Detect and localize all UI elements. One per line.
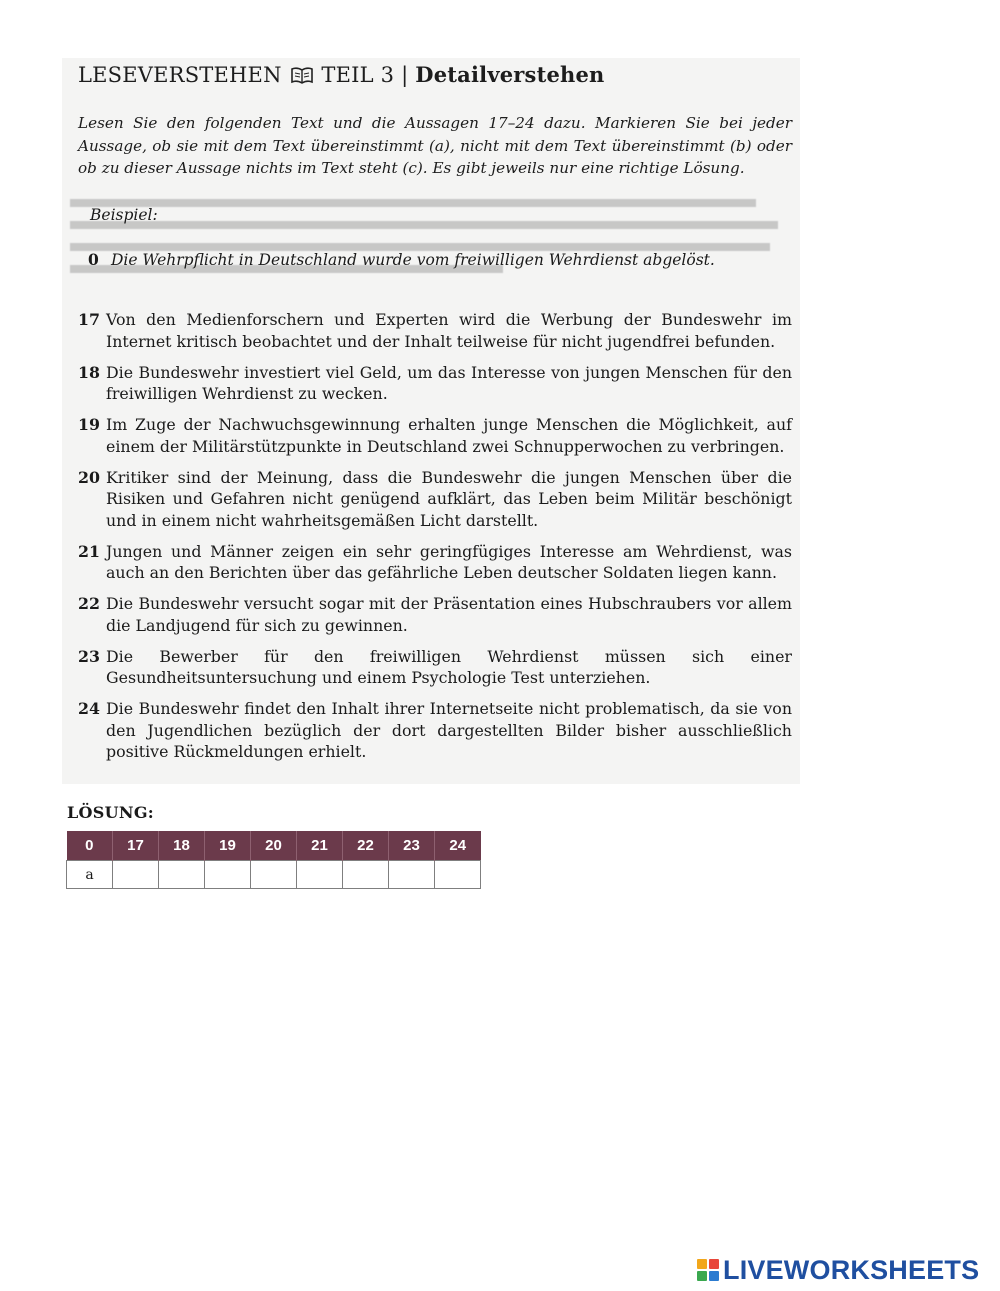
answer-cell-18[interactable] [159, 861, 205, 889]
statement-text: Kritiker sind der Meinung, dass die Bundeswehr die jungen Menschen über die Risiken und Gefahren nicht genügend aufklärt, das Leben beim Militär beschönigt und in einem nicht wahrheitsgemäßen Licht darstellt. [106, 467, 792, 530]
solution-answer-row [67, 861, 481, 889]
statement-number: 18 [78, 362, 100, 382]
answer-cell-example: a [67, 861, 113, 889]
book-icon [291, 65, 313, 89]
column-header: 18 [159, 831, 205, 861]
answer-cell-20[interactable] [251, 861, 297, 889]
statement-item [78, 309, 792, 352]
column-header: 20 [251, 831, 297, 861]
example-number: 0 [88, 250, 99, 269]
column-header: 17 [113, 831, 159, 861]
logo-block [697, 1271, 707, 1281]
answer-cell-19[interactable] [205, 861, 251, 889]
statement-number: 21 [78, 541, 100, 561]
logo-blocks-icon [697, 1259, 719, 1281]
page-title [78, 62, 605, 89]
column-header: 24 [435, 831, 481, 861]
liveworksheets-logo [697, 1254, 979, 1286]
column-header: 0 [67, 831, 113, 861]
answer-cell-21[interactable] [297, 861, 343, 889]
instructions: Lesen Sie den folgenden Text und die Aussagen 17–24 dazu. Markieren Sie bei jeder Aussage, ob sie mit dem Text übereinstimmt (a), nicht mit dem Text übereinstimmt (b) oder ob zu dieser Aussage nichts im Text steht (c). Es gibt jeweils nur eine richtige Lösung. [78, 114, 792, 177]
column-header: 23 [389, 831, 435, 861]
solution-header-row [67, 831, 481, 861]
statement-number: 17 [78, 310, 100, 329]
example-label: Beispiel: [90, 206, 158, 224]
statement-number: 19 [78, 415, 100, 434]
column-header: 22 [343, 831, 389, 861]
statement-number: 22 [78, 594, 100, 613]
statement-number: 23 [78, 646, 100, 666]
logo-block [709, 1259, 719, 1269]
example-text: Die Wehrpflicht in Deutschland wurde vom freiwilligen Wehrdienst abgelöst. [110, 251, 715, 269]
title-part: TEIL 3 | [321, 63, 409, 87]
statement-item [78, 698, 792, 763]
title-main: Detailverstehen [415, 62, 605, 87]
answer-cell-23[interactable] [389, 861, 435, 889]
answer-cell-17[interactable] [113, 861, 159, 889]
column-header: 21 [297, 831, 343, 861]
solution-label: LÖSUNG: [67, 803, 154, 822]
column-header: 19 [205, 831, 251, 861]
answer-cell-22[interactable] [343, 861, 389, 889]
statement-item [78, 541, 792, 584]
statement-text: Die Bundeswehr versucht sogar mit der Präsentation eines Hubschraubers vor allem die Landjugend für sich zu gewinnen. [106, 594, 792, 635]
statement-number: 24 [78, 699, 100, 718]
statement-item [78, 467, 792, 532]
statement-text: Im Zuge der Nachwuchsgewinnung erhalten junge Menschen die Möglichkeit, auf einem der Militärstützpunkte in Deutschland zwei Schnupperwochen zu verbringen. [106, 415, 792, 456]
statement-text: Jungen und Männer zeigen ein sehr geringfügiges Interesse am Wehrdienst, was auch an den Berichten über das gefährliche Leben deutscher Soldaten liegen kann. [106, 541, 792, 582]
statement-item [78, 414, 792, 457]
example-statement [88, 250, 715, 269]
statement-item [78, 593, 792, 636]
logo-wordmark: LIVEWORKSHEETS [723, 1254, 980, 1285]
statement-item [78, 362, 792, 405]
logo-block [709, 1271, 719, 1281]
answer-cell-24[interactable] [435, 861, 481, 889]
statement-item [78, 646, 792, 689]
statement-list [78, 309, 792, 772]
statement-text: Die Bundeswehr findet den Inhalt ihrer Internetseite nicht problematisch, da sie von den Jugendlichen bezüglich der dort dargestellten Bilder bisher ausschließlich positive Rückmeldungen erhielt. [106, 699, 792, 761]
logo-block [697, 1259, 707, 1269]
statement-number: 20 [78, 467, 100, 487]
statement-text: Die Bewerber für den freiwilligen Wehrdienst müssen sich einer Gesundheitsuntersuchung und einem Psychologie Test unterziehen. [106, 646, 792, 687]
statement-text: Von den Medienforschern und Experten wird die Werbung der Bundeswehr im Internet kritisch beobachtet und der Inhalt teilweise für nicht jugendfrei befunden. [106, 310, 792, 351]
statement-text: Die Bundeswehr investiert viel Geld, um das Interesse von jungen Menschen für den freiwilligen Wehrdienst zu wecken. [106, 362, 792, 403]
title-prefix: LESEVERSTEHEN [78, 63, 282, 87]
solution-table [66, 831, 481, 889]
